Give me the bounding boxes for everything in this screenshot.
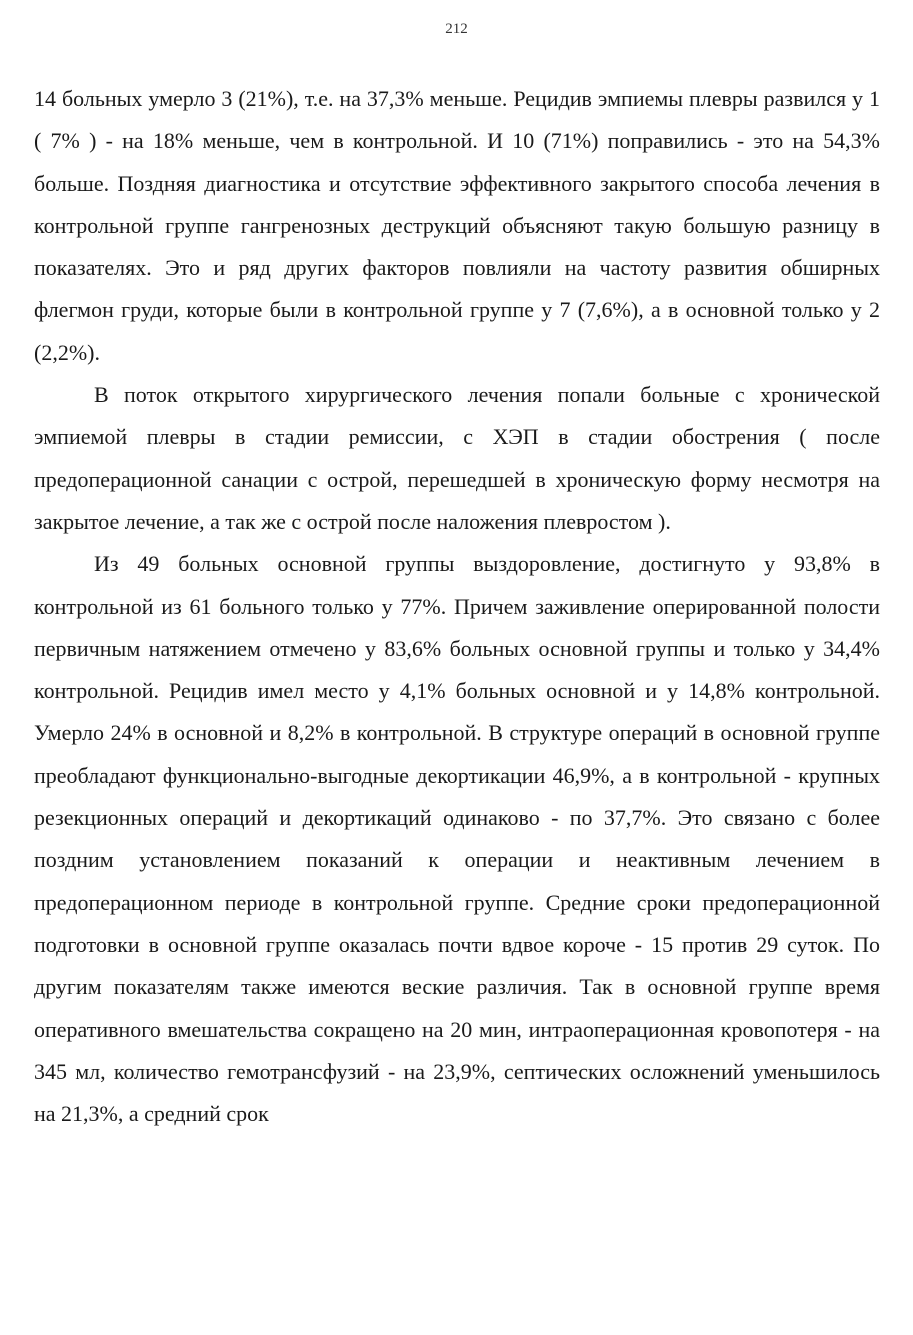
paragraph-2: В поток открытого хирургического лечения попали больные с хронической эмпиемой плевры в стадии ремиссии, с ХЭП в стадии обострения ( после предоперационной санации с острой, перешедшей в хроническую форму несмотря на закрытое лечение, а так же с острой после наложения плевростом ). <box>34 382 880 534</box>
page-number: 212 <box>445 21 468 37</box>
paragraph-1: 14 больных умерло 3 (21%), т.е. на 37,3% меньше. Рецидив эмпиемы плевры развился у 1 ( 7% ) - на 18% меньше, чем в контрольной. И 10 (71%) поправились - это на 54,3% больше. Поздняя диагностика и отсутствие эффективного закрытого способа лечения в контрольной группе гангренозных деструкций объясняют такую большую разницу в показателях. Это и ряд других факторов повлияли на частоту развития обширных флегмон груди, которые были в контрольной группе у 7 (7,6%), а в основной только у 2 (2,2%). <box>34 86 880 365</box>
body-text <box>34 78 880 1135</box>
paragraph-3: Из 49 больных основной группы выздоровление, достигнуто у 93,8% в контрольной из 61 больного только у 77%. Причем заживление оперированной полости первичным натяжением отмечено у 83,6% больных основной группы и только у 34,4% контрольной. Рецидив имел место у 4,1% больных основной и у 14,8% контрольной. Умерло 24% в основной и 8,2% в контрольной. В структуре операций в основной группе преобладают функционально-выгодные декортикации 46,9%, а в контрольной - крупных резекционных операций и декортикаций одинаково - по 37,7%. Это связано с более поздним установлением показаний к операции и неактивным лечением в предоперационном периоде в контрольной группе. Средние сроки предоперационной подготовки в основной группе оказалась почти вдвое короче - 15 против 29 суток. По другим показателям также имеются веские различия. Так в основной группе время оперативного вмешательства сокращено на 20 мин, интраоперационная кровопотеря - на 345 мл, количество гемотрансфузий - на 23,9%, септических осложнений уменьшилось на 21,3%, а средний срок <box>34 551 880 1127</box>
